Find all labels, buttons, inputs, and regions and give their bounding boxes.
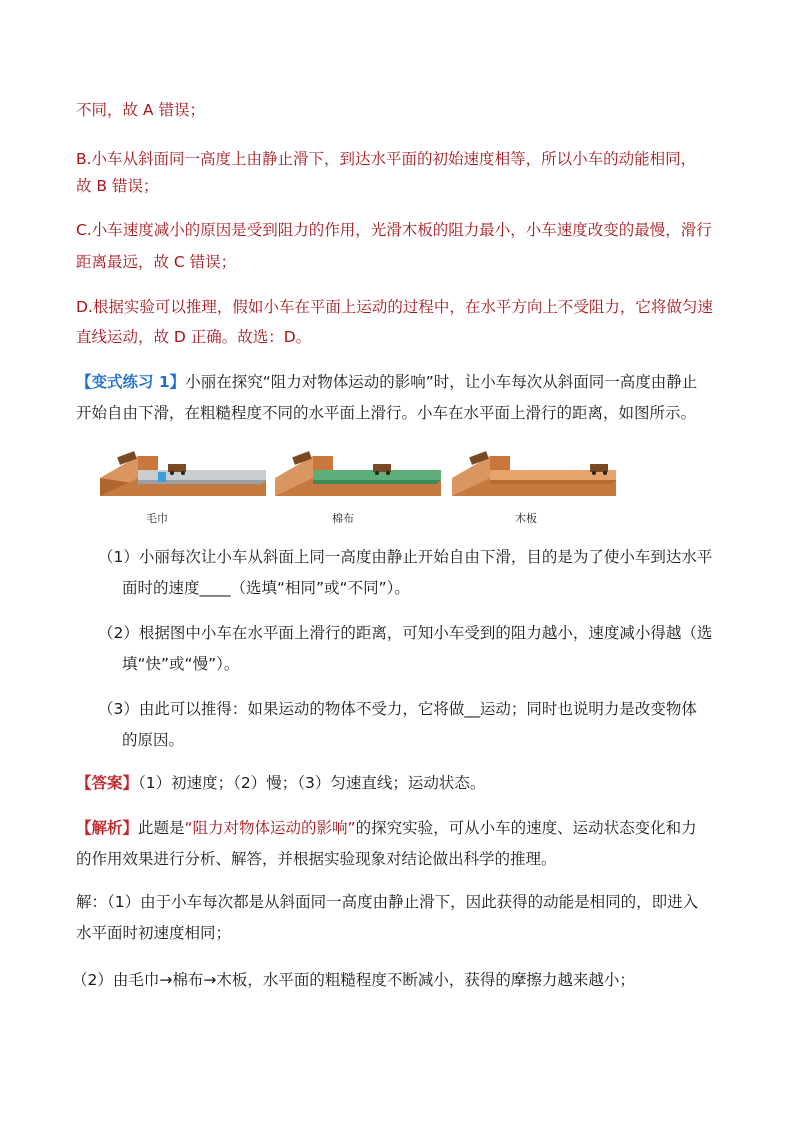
question-2-line-1: （2）根据图中小车在水平面上滑行的距离，可知小车受到的阻力越小，速度减小得越（选 xyxy=(98,624,713,642)
ramp-cotton xyxy=(275,451,441,496)
analysis-tag: 【解析】 xyxy=(76,819,139,837)
caption-wood: 木板 xyxy=(515,512,537,525)
caption-cotton: 棉布 xyxy=(332,512,354,525)
question-1-line-1: （1）小丽每次让小车从斜面上同一高度由静止开始自由下滑，目的是为了使小车到达水平 xyxy=(98,548,713,566)
solution-line-3: （2）由毛巾→棉布→木板，水平面的粗糙程度不断减小，获得的摩擦力越来越小； xyxy=(72,971,635,989)
text-line: C.小车速度减小的原因是受到阻力的作用，光滑木板的阻力最小，小车速度改变的最慢，滑行 xyxy=(76,221,712,239)
text-line: B.小车从斜面同一高度上由静止滑下，到达水平面的初始速度相等，所以小车的动能相同， xyxy=(76,150,697,168)
answer-line xyxy=(76,773,485,793)
analysis-line-2: 的作用效果进行分析、解答，并根据实验现象对结论做出科学的推理。 xyxy=(76,850,557,868)
answer-tag: 【答案】 xyxy=(76,774,139,792)
caption-towel: 毛巾 xyxy=(146,512,168,525)
analysis-line-1 xyxy=(76,818,697,838)
exercise-line-1 xyxy=(76,372,697,392)
solution-line-2: 水平面时初速度相同； xyxy=(76,924,232,942)
solution-line-1: 解：（1）由于小车每次都是从斜面同一高度由静止滑下，因此获得的动能是相同的，即进入 xyxy=(76,893,699,911)
ramp-wood xyxy=(452,451,616,496)
exercise-tag: 【变式练习 1】 xyxy=(76,373,186,391)
analysis-text: 的探究实验，可从小车的速度、运动状态变化和力 xyxy=(355,819,697,837)
question-3-line-1: （3）由此可以推得：如果运动的物体不受力，它将做__运动；同时也说明力是改变物体 xyxy=(98,700,697,718)
exercise-text: 小丽在探究“阻力对物体运动的影响”时，让小车每次从斜面同一高度由静止 xyxy=(185,373,698,391)
analysis-highlight: “阻力对物体运动的影响” xyxy=(184,819,356,837)
question-2-line-2: 填“快”或“慢”）。 xyxy=(122,655,240,673)
ramp-towel xyxy=(100,451,266,496)
text-line: 距离最远，故 C 错误； xyxy=(76,253,237,271)
question-3-line-2: 的原因。 xyxy=(122,731,185,749)
text-line: D.根据实验可以推理，假如小车在平面上运动的过程中，在水平方向上不受阻力，它将做匀速 xyxy=(76,298,713,316)
answer-text: （1）初速度；（2）慢；（3）匀速直线；运动状态。 xyxy=(138,774,486,792)
exercise-line-2: 开始自由下滑，在粗糙程度不同的水平面上滑行。小车在水平面上滑行的距离，如图所示。 xyxy=(76,404,697,422)
text-line: 直线运动，故 D 正确。故选：D。 xyxy=(76,328,312,346)
question-1-line-2: 面时的速度____（选填“相同”或“不同”）。 xyxy=(122,579,410,597)
text-line: 故 B 错误； xyxy=(76,177,159,195)
text-line: 不同，故 A 错误； xyxy=(76,101,205,119)
analysis-text: 此题是 xyxy=(138,819,185,837)
ramp-figure xyxy=(98,448,618,528)
